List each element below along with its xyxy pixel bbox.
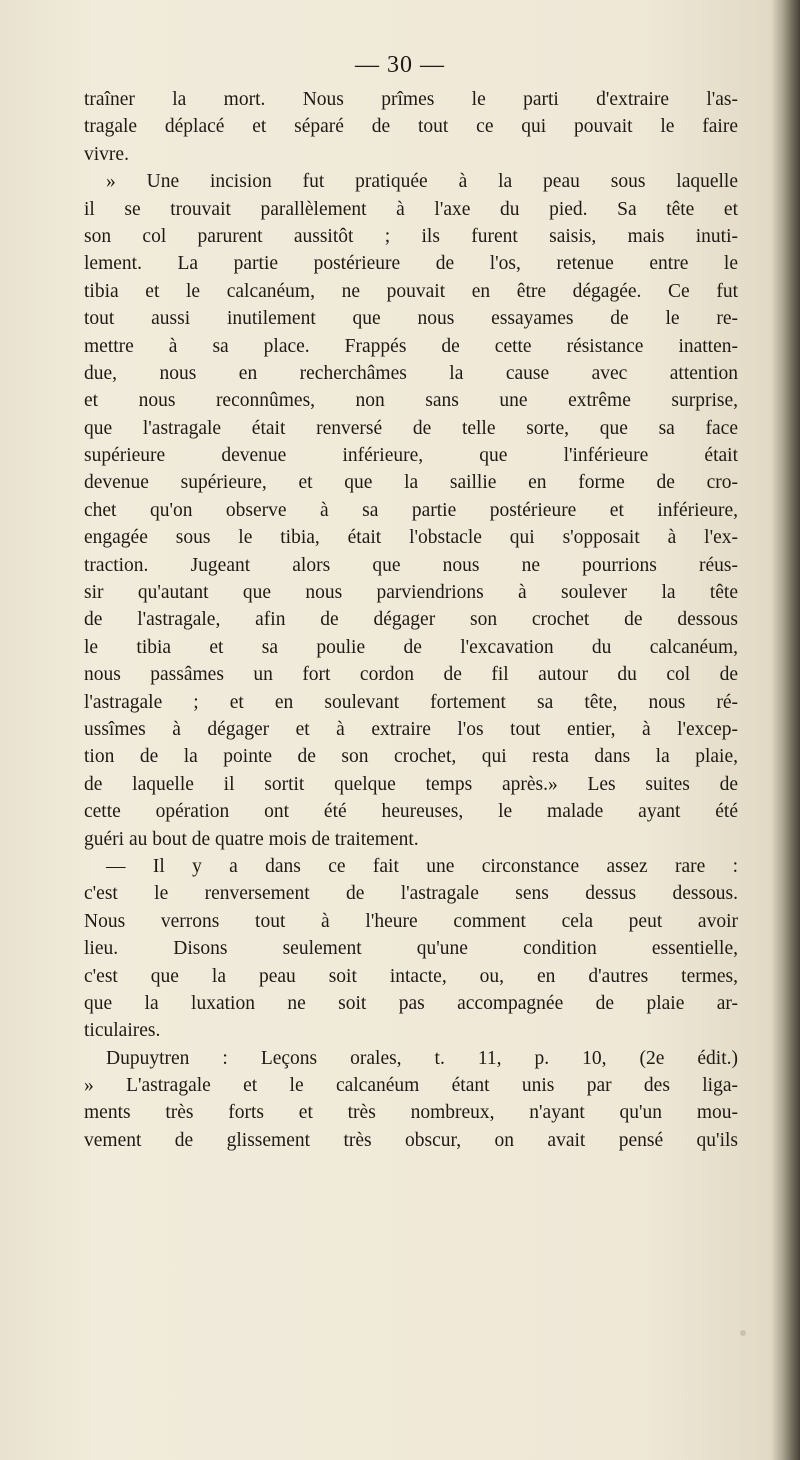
text-line: et nous reconnûmes, non sans une extrême surprise, — [84, 390, 738, 412]
text-line: traîner la mort. Nous prîmes le parti d'extraire l'as- — [84, 89, 738, 110]
text-line: tragale déplacé et séparé de tout ce qui pouvait le faire — [84, 116, 738, 138]
page-number: — 30 — — [355, 52, 445, 78]
text-line: cette opération ont été heureuses, le malade ayant été — [84, 801, 738, 823]
text-line: due, nous en recherchâmes la cause avec attention — [84, 362, 738, 384]
text-line: » Une incision fut pratiquée à la peau sous laquelle — [106, 171, 738, 193]
text-line: lieu. Disons seulement qu'une condition essentielle, — [84, 938, 738, 960]
text-line: mettre à sa place. Frappés de cette résistance inatten- — [84, 335, 738, 357]
text-line: devenue supérieure, et que la saillie en forme de cro- — [84, 472, 738, 494]
text-line: l'astragale ; et en soulevant fortement sa tête, nous ré- — [84, 691, 738, 713]
text-line: il se trouvait parallèlement à l'axe du pied. Sa tête et — [84, 198, 738, 220]
text-line: Dupuytren : Leçons orales, t. 11, p. 10, (2e édit.) — [106, 1047, 738, 1069]
page-gutter-shadow — [772, 0, 800, 1460]
text-line: ussîmes à dégager et à extraire l'os tout entier, à l'excep- — [84, 718, 738, 740]
ink-smudge — [740, 1330, 746, 1336]
text-line: ticulaires. — [84, 1020, 161, 1042]
text-line: guéri au bout de quatre mois de traitement. — [84, 828, 419, 850]
text-line: — Il y a dans ce fait une circonstance assez rare : — [106, 855, 738, 877]
text-line: engagée sous le tibia, était l'obstacle qui s'opposait à l'ex- — [84, 527, 738, 549]
text-line: vement de glissement très obscur, on avait pensé qu'ils — [84, 1129, 738, 1151]
text-line: c'est le renversement de l'astragale sens dessus dessous. — [84, 883, 738, 905]
text-line: que la luxation ne soit pas accompagnée de plaie ar- — [84, 992, 738, 1014]
text-line: supérieure devenue inférieure, que l'inférieure était — [84, 445, 738, 467]
text-line: tion de la pointe de son crochet, qui resta dans la plaie, — [84, 746, 738, 768]
text-line: Nous verrons tout à l'heure comment cela peut avoir — [84, 910, 738, 932]
text-line: son col parurent aussitôt ; ils furent saisis, mais inuti- — [84, 225, 738, 247]
body-text — [84, 86, 738, 1154]
text-line: » L'astragale et le calcanéum étant unis par des liga- — [84, 1075, 738, 1097]
text-line: que l'astragale était renversé de telle sorte, que sa face — [84, 417, 738, 439]
text-line: tout aussi inutilement que nous essayames de le re- — [84, 308, 738, 330]
text-line: nous passâmes un fort cordon de fil autour du col de — [84, 664, 738, 686]
text-line: sir qu'autant que nous parviendrions à soulever la tête — [84, 582, 738, 604]
text-line: lement. La partie postérieure de l'os, retenue entre le — [84, 253, 738, 275]
text-line: tibia et le calcanéum, ne pouvait en être dégagée. Ce fut — [84, 280, 738, 302]
text-line: c'est que la peau soit intacte, ou, en d'autres termes, — [84, 965, 738, 987]
text-line: vivre. — [84, 143, 129, 165]
text-line: ments très forts et très nombreux, n'ayant qu'un mou- — [84, 1102, 738, 1124]
text-line: de l'astragale, afin de dégager son crochet de dessous — [84, 609, 738, 631]
text-line: le tibia et sa poulie de l'excavation du calcanéum, — [84, 636, 738, 658]
text-line: chet qu'on observe à sa partie postérieure et inférieure, — [84, 499, 738, 521]
text-line: de laquelle il sortit quelque temps après.» Les suites de — [84, 773, 738, 795]
text-line: traction. Jugeant alors que nous ne pourrions réus- — [84, 554, 738, 576]
